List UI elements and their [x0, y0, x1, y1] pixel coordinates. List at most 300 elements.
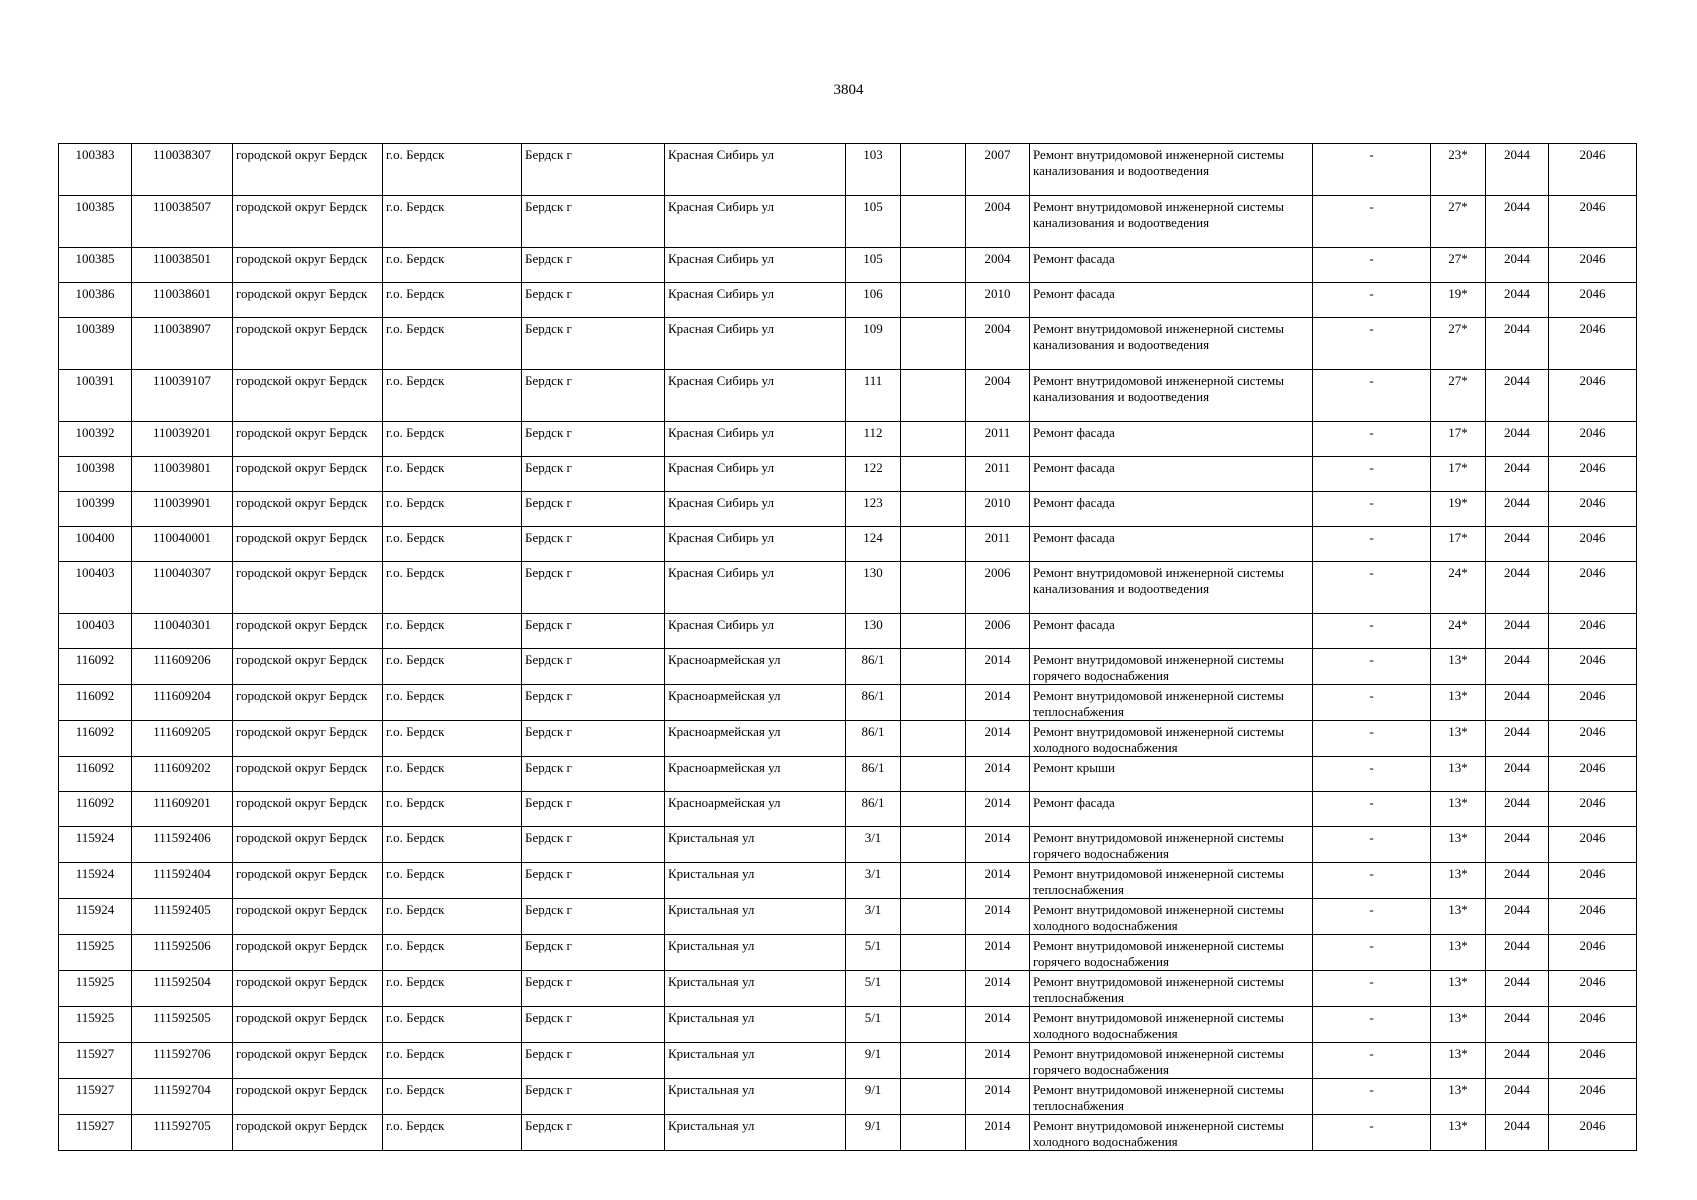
cell-wear: 13*	[1431, 827, 1486, 863]
cell-municipality: городской округ Бердск	[233, 492, 383, 527]
table-row	[59, 527, 1637, 562]
cell-settlement-short: г.о. Бердск	[383, 1115, 522, 1151]
cell-cost: -	[1313, 1043, 1431, 1079]
table-row	[59, 614, 1637, 649]
cell-cost: -	[1313, 649, 1431, 685]
cell-wear: 13*	[1431, 1079, 1486, 1115]
cell-street: Красная Сибирь ул	[665, 318, 846, 370]
cell-street: Кристальная ул	[665, 1007, 846, 1043]
cell-building	[901, 649, 966, 685]
cell-plan-year-end: 2046	[1549, 370, 1637, 422]
cell-work-id: 110040001	[132, 527, 233, 562]
cell-work-type: Ремонт фасада	[1030, 492, 1313, 527]
cell-settlement-short: г.о. Бердск	[383, 614, 522, 649]
cell-building	[901, 1079, 966, 1115]
cell-settlement-short: г.о. Бердск	[383, 935, 522, 971]
cell-wear: 13*	[1431, 721, 1486, 757]
cell-cost: -	[1313, 614, 1431, 649]
cell-cost: -	[1313, 863, 1431, 899]
cell-wear: 13*	[1431, 1007, 1486, 1043]
cell-building	[901, 757, 966, 792]
cell-cost: -	[1313, 248, 1431, 283]
cell-work-id: 111592505	[132, 1007, 233, 1043]
cell-locality: Бердск г	[522, 562, 665, 614]
cell-plan-year-start: 2044	[1486, 1079, 1549, 1115]
cell-plan-year-start: 2044	[1486, 562, 1549, 614]
cell-plan-year-end: 2046	[1549, 318, 1637, 370]
cell-street: Красноармейская ул	[665, 685, 846, 721]
cell-plan-year-end: 2046	[1549, 685, 1637, 721]
cell-municipality: городской округ Бердск	[233, 196, 383, 248]
cell-plan-year-start: 2044	[1486, 196, 1549, 248]
cell-municipality: городской округ Бердск	[233, 863, 383, 899]
cell-building	[901, 283, 966, 318]
cell-building	[901, 792, 966, 827]
cell-street: Красная Сибирь ул	[665, 527, 846, 562]
cell-year-built: 2004	[966, 370, 1030, 422]
cell-work-type: Ремонт внутридомовой инженерной системы горячего водоснабжения	[1030, 649, 1313, 685]
cell-house-number: 3/1	[846, 863, 901, 899]
cell-year-built: 2004	[966, 318, 1030, 370]
cell-house-number: 86/1	[846, 649, 901, 685]
cell-municipality: городской округ Бердск	[233, 649, 383, 685]
cell-plan-year-start: 2044	[1486, 971, 1549, 1007]
cell-locality: Бердск г	[522, 492, 665, 527]
cell-plan-year-end: 2046	[1549, 248, 1637, 283]
cell-settlement-short: г.о. Бердск	[383, 196, 522, 248]
cell-cost: -	[1313, 370, 1431, 422]
cell-house-id: 116092	[59, 721, 132, 757]
cell-municipality: городской округ Бердск	[233, 757, 383, 792]
cell-year-built: 2014	[966, 827, 1030, 863]
cell-locality: Бердск г	[522, 649, 665, 685]
cell-wear: 24*	[1431, 614, 1486, 649]
cell-plan-year-start: 2044	[1486, 527, 1549, 562]
cell-street: Красная Сибирь ул	[665, 248, 846, 283]
cell-building	[901, 827, 966, 863]
cell-building	[901, 196, 966, 248]
registry-table	[58, 143, 1637, 1151]
table-row	[59, 649, 1637, 685]
cell-building	[901, 685, 966, 721]
cell-settlement-short: г.о. Бердск	[383, 685, 522, 721]
cell-plan-year-end: 2046	[1549, 422, 1637, 457]
cell-locality: Бердск г	[522, 685, 665, 721]
cell-house-number: 9/1	[846, 1115, 901, 1151]
cell-settlement-short: г.о. Бердск	[383, 649, 522, 685]
cell-cost: -	[1313, 721, 1431, 757]
cell-work-type: Ремонт фасада	[1030, 614, 1313, 649]
cell-municipality: городской округ Бердск	[233, 935, 383, 971]
cell-plan-year-start: 2044	[1486, 1043, 1549, 1079]
cell-year-built: 2014	[966, 1079, 1030, 1115]
cell-municipality: городской округ Бердск	[233, 457, 383, 492]
cell-locality: Бердск г	[522, 457, 665, 492]
cell-municipality: городской округ Бердск	[233, 792, 383, 827]
cell-work-type: Ремонт внутридомовой инженерной системы канализования и водоотведения	[1030, 318, 1313, 370]
table-row	[59, 196, 1637, 248]
cell-house-number: 105	[846, 196, 901, 248]
cell-wear: 17*	[1431, 422, 1486, 457]
cell-plan-year-start: 2044	[1486, 863, 1549, 899]
cell-work-id: 111592404	[132, 863, 233, 899]
cell-locality: Бердск г	[522, 1043, 665, 1079]
cell-work-type: Ремонт внутридомовой инженерной системы канализования и водоотведения	[1030, 370, 1313, 422]
cell-street: Красная Сибирь ул	[665, 614, 846, 649]
cell-settlement-short: г.о. Бердск	[383, 562, 522, 614]
cell-municipality: городской округ Бердск	[233, 248, 383, 283]
cell-year-built: 2006	[966, 614, 1030, 649]
cell-work-type: Ремонт внутридомовой инженерной системы теплоснабжения	[1030, 1079, 1313, 1115]
cell-house-id: 116092	[59, 685, 132, 721]
cell-locality: Бердск г	[522, 196, 665, 248]
cell-work-type: Ремонт внутридомовой инженерной системы горячего водоснабжения	[1030, 935, 1313, 971]
cell-street: Красная Сибирь ул	[665, 283, 846, 318]
table-row	[59, 757, 1637, 792]
cell-municipality: городской округ Бердск	[233, 1043, 383, 1079]
cell-settlement-short: г.о. Бердск	[383, 792, 522, 827]
table-row	[59, 318, 1637, 370]
cell-municipality: городской округ Бердск	[233, 1079, 383, 1115]
cell-work-id: 111592506	[132, 935, 233, 971]
cell-street: Красная Сибирь ул	[665, 422, 846, 457]
cell-street: Кристальная ул	[665, 1079, 846, 1115]
cell-year-built: 2014	[966, 1007, 1030, 1043]
cell-plan-year-start: 2044	[1486, 935, 1549, 971]
cell-locality: Бердск г	[522, 971, 665, 1007]
cell-locality: Бердск г	[522, 935, 665, 971]
cell-wear: 13*	[1431, 971, 1486, 1007]
cell-settlement-short: г.о. Бердск	[383, 283, 522, 318]
cell-wear: 27*	[1431, 196, 1486, 248]
cell-locality: Бердск г	[522, 318, 665, 370]
cell-settlement-short: г.о. Бердск	[383, 827, 522, 863]
cell-house-id: 100399	[59, 492, 132, 527]
cell-year-built: 2004	[966, 248, 1030, 283]
cell-wear: 13*	[1431, 863, 1486, 899]
cell-work-id: 111592405	[132, 899, 233, 935]
cell-plan-year-end: 2046	[1549, 721, 1637, 757]
cell-house-id: 115925	[59, 1007, 132, 1043]
cell-cost: -	[1313, 318, 1431, 370]
cell-street: Кристальная ул	[665, 827, 846, 863]
cell-plan-year-end: 2046	[1549, 971, 1637, 1007]
cell-plan-year-end: 2046	[1549, 283, 1637, 318]
cell-wear: 17*	[1431, 457, 1486, 492]
cell-cost: -	[1313, 1007, 1431, 1043]
cell-house-id: 100383	[59, 144, 132, 196]
cell-street: Кристальная ул	[665, 971, 846, 1007]
cell-building	[901, 562, 966, 614]
cell-wear: 13*	[1431, 757, 1486, 792]
cell-work-type: Ремонт внутридомовой инженерной системы горячего водоснабжения	[1030, 827, 1313, 863]
cell-year-built: 2014	[966, 863, 1030, 899]
cell-plan-year-end: 2046	[1549, 827, 1637, 863]
cell-building	[901, 935, 966, 971]
cell-work-type: Ремонт внутридомовой инженерной системы холодного водоснабжения	[1030, 1007, 1313, 1043]
cell-work-type: Ремонт фасада	[1030, 457, 1313, 492]
cell-work-id: 110039901	[132, 492, 233, 527]
cell-locality: Бердск г	[522, 1007, 665, 1043]
cell-house-number: 109	[846, 318, 901, 370]
cell-municipality: городской округ Бердск	[233, 370, 383, 422]
cell-street: Красная Сибирь ул	[665, 144, 846, 196]
cell-plan-year-end: 2046	[1549, 196, 1637, 248]
cell-locality: Бердск г	[522, 1079, 665, 1115]
cell-house-number: 111	[846, 370, 901, 422]
cell-municipality: городской округ Бердск	[233, 685, 383, 721]
cell-work-type: Ремонт внутридомовой инженерной системы теплоснабжения	[1030, 685, 1313, 721]
cell-municipality: городской округ Бердск	[233, 422, 383, 457]
cell-house-number: 86/1	[846, 685, 901, 721]
cell-work-id: 111609201	[132, 792, 233, 827]
cell-plan-year-end: 2046	[1549, 899, 1637, 935]
table-row	[59, 1043, 1637, 1079]
cell-building	[901, 144, 966, 196]
cell-settlement-short: г.о. Бердск	[383, 318, 522, 370]
cell-wear: 24*	[1431, 562, 1486, 614]
cell-plan-year-end: 2046	[1549, 492, 1637, 527]
table-row	[59, 827, 1637, 863]
cell-house-id: 100403	[59, 614, 132, 649]
cell-house-number: 122	[846, 457, 901, 492]
cell-street: Красная Сибирь ул	[665, 196, 846, 248]
cell-wear: 13*	[1431, 649, 1486, 685]
table-row	[59, 422, 1637, 457]
cell-building	[901, 1043, 966, 1079]
cell-house-id: 116092	[59, 792, 132, 827]
cell-plan-year-start: 2044	[1486, 457, 1549, 492]
cell-year-built: 2014	[966, 1043, 1030, 1079]
cell-settlement-short: г.о. Бердск	[383, 370, 522, 422]
cell-house-id: 100385	[59, 248, 132, 283]
cell-year-built: 2011	[966, 527, 1030, 562]
cell-settlement-short: г.о. Бердск	[383, 1007, 522, 1043]
cell-work-type: Ремонт внутридомовой инженерной системы канализования и водоотведения	[1030, 144, 1313, 196]
cell-street: Кристальная ул	[665, 899, 846, 935]
cell-plan-year-end: 2046	[1549, 457, 1637, 492]
cell-house-number: 123	[846, 492, 901, 527]
cell-work-id: 111592704	[132, 1079, 233, 1115]
cell-work-id: 110039201	[132, 422, 233, 457]
cell-house-id: 115927	[59, 1079, 132, 1115]
cell-plan-year-end: 2046	[1549, 1079, 1637, 1115]
cell-street: Красная Сибирь ул	[665, 562, 846, 614]
cell-work-type: Ремонт внутридомовой инженерной системы теплоснабжения	[1030, 863, 1313, 899]
cell-plan-year-end: 2046	[1549, 527, 1637, 562]
cell-work-id: 111592504	[132, 971, 233, 1007]
cell-plan-year-end: 2046	[1549, 792, 1637, 827]
cell-wear: 13*	[1431, 935, 1486, 971]
cell-settlement-short: г.о. Бердск	[383, 721, 522, 757]
cell-plan-year-end: 2046	[1549, 935, 1637, 971]
table-row	[59, 370, 1637, 422]
cell-work-type: Ремонт фасада	[1030, 283, 1313, 318]
cell-house-number: 9/1	[846, 1043, 901, 1079]
cell-cost: -	[1313, 527, 1431, 562]
cell-house-id: 115927	[59, 1043, 132, 1079]
cell-locality: Бердск г	[522, 527, 665, 562]
cell-street: Кристальная ул	[665, 1043, 846, 1079]
cell-work-id: 110038307	[132, 144, 233, 196]
cell-municipality: городской округ Бердск	[233, 144, 383, 196]
cell-work-id: 110040301	[132, 614, 233, 649]
cell-house-id: 100391	[59, 370, 132, 422]
cell-work-type: Ремонт фасада	[1030, 792, 1313, 827]
cell-cost: -	[1313, 827, 1431, 863]
cell-plan-year-end: 2046	[1549, 863, 1637, 899]
registry-body	[59, 144, 1637, 1151]
table-row	[59, 283, 1637, 318]
cell-locality: Бердск г	[522, 1115, 665, 1151]
cell-locality: Бердск г	[522, 792, 665, 827]
table-row	[59, 935, 1637, 971]
cell-cost: -	[1313, 935, 1431, 971]
cell-municipality: городской округ Бердск	[233, 283, 383, 318]
cell-building	[901, 370, 966, 422]
cell-work-id: 110039801	[132, 457, 233, 492]
cell-plan-year-start: 2044	[1486, 827, 1549, 863]
cell-year-built: 2014	[966, 935, 1030, 971]
table-row	[59, 492, 1637, 527]
cell-cost: -	[1313, 457, 1431, 492]
cell-work-id: 111592406	[132, 827, 233, 863]
cell-house-number: 105	[846, 248, 901, 283]
table-row	[59, 792, 1637, 827]
cell-plan-year-start: 2044	[1486, 721, 1549, 757]
cell-house-number: 106	[846, 283, 901, 318]
cell-cost: -	[1313, 685, 1431, 721]
cell-settlement-short: г.о. Бердск	[383, 422, 522, 457]
cell-cost: -	[1313, 899, 1431, 935]
cell-work-type: Ремонт внутридомовой инженерной системы горячего водоснабжения	[1030, 1043, 1313, 1079]
cell-work-id: 110038501	[132, 248, 233, 283]
cell-plan-year-start: 2044	[1486, 649, 1549, 685]
cell-house-id: 115925	[59, 935, 132, 971]
cell-plan-year-start: 2044	[1486, 757, 1549, 792]
cell-year-built: 2014	[966, 899, 1030, 935]
cell-year-built: 2014	[966, 757, 1030, 792]
cell-wear: 17*	[1431, 527, 1486, 562]
cell-wear: 13*	[1431, 899, 1486, 935]
cell-cost: -	[1313, 283, 1431, 318]
cell-locality: Бердск г	[522, 144, 665, 196]
cell-municipality: городской округ Бердск	[233, 318, 383, 370]
cell-house-id: 115924	[59, 899, 132, 935]
table-row	[59, 1115, 1637, 1151]
cell-year-built: 2010	[966, 283, 1030, 318]
cell-house-id: 100400	[59, 527, 132, 562]
cell-year-built: 2014	[966, 792, 1030, 827]
cell-settlement-short: г.о. Бердск	[383, 492, 522, 527]
cell-year-built: 2014	[966, 1115, 1030, 1151]
cell-building	[901, 492, 966, 527]
cell-house-id: 100385	[59, 196, 132, 248]
cell-wear: 13*	[1431, 792, 1486, 827]
cell-plan-year-end: 2046	[1549, 649, 1637, 685]
cell-work-type: Ремонт фасада	[1030, 248, 1313, 283]
cell-street: Красноармейская ул	[665, 649, 846, 685]
table-row	[59, 899, 1637, 935]
cell-street: Красная Сибирь ул	[665, 492, 846, 527]
cell-wear: 27*	[1431, 318, 1486, 370]
cell-locality: Бердск г	[522, 757, 665, 792]
cell-cost: -	[1313, 971, 1431, 1007]
cell-locality: Бердск г	[522, 863, 665, 899]
cell-plan-year-start: 2044	[1486, 370, 1549, 422]
cell-house-id: 100403	[59, 562, 132, 614]
table-row	[59, 144, 1637, 196]
cell-municipality: городской округ Бердск	[233, 1007, 383, 1043]
cell-locality: Бердск г	[522, 422, 665, 457]
cell-work-id: 111609204	[132, 685, 233, 721]
cell-plan-year-start: 2044	[1486, 1115, 1549, 1151]
cell-settlement-short: г.о. Бердск	[383, 899, 522, 935]
cell-house-number: 5/1	[846, 971, 901, 1007]
cell-municipality: городской округ Бердск	[233, 971, 383, 1007]
cell-street: Красноармейская ул	[665, 792, 846, 827]
cell-work-type: Ремонт внутридомовой инженерной системы холодного водоснабжения	[1030, 899, 1313, 935]
cell-wear: 13*	[1431, 1043, 1486, 1079]
cell-plan-year-end: 2046	[1549, 1115, 1637, 1151]
cell-cost: -	[1313, 1079, 1431, 1115]
cell-work-type: Ремонт внутридомовой инженерной системы холодного водоснабжения	[1030, 1115, 1313, 1151]
cell-building	[901, 1007, 966, 1043]
cell-settlement-short: г.о. Бердск	[383, 1079, 522, 1115]
cell-municipality: городской округ Бердск	[233, 527, 383, 562]
cell-cost: -	[1313, 144, 1431, 196]
cell-cost: -	[1313, 757, 1431, 792]
cell-work-id: 111609202	[132, 757, 233, 792]
table-row	[59, 1007, 1637, 1043]
cell-cost: -	[1313, 562, 1431, 614]
cell-house-number: 5/1	[846, 935, 901, 971]
table-row	[59, 457, 1637, 492]
cell-wear: 13*	[1431, 1115, 1486, 1151]
cell-plan-year-end: 2046	[1549, 1043, 1637, 1079]
cell-cost: -	[1313, 1115, 1431, 1151]
cell-wear: 13*	[1431, 685, 1486, 721]
cell-building	[901, 318, 966, 370]
cell-work-id: 110040307	[132, 562, 233, 614]
cell-cost: -	[1313, 492, 1431, 527]
cell-house-id: 115927	[59, 1115, 132, 1151]
cell-work-id: 111592705	[132, 1115, 233, 1151]
cell-work-type: Ремонт внутридомовой инженерной системы канализования и водоотведения	[1030, 196, 1313, 248]
table-row	[59, 721, 1637, 757]
cell-settlement-short: г.о. Бердск	[383, 457, 522, 492]
cell-house-number: 3/1	[846, 827, 901, 863]
cell-locality: Бердск г	[522, 614, 665, 649]
cell-municipality: городской округ Бердск	[233, 614, 383, 649]
cell-plan-year-start: 2044	[1486, 283, 1549, 318]
cell-building	[901, 899, 966, 935]
cell-house-number: 130	[846, 562, 901, 614]
table-row	[59, 1079, 1637, 1115]
cell-year-built: 2014	[966, 721, 1030, 757]
cell-house-id: 115924	[59, 827, 132, 863]
page-number: 3804	[833, 82, 864, 98]
cell-house-id: 116092	[59, 757, 132, 792]
cell-work-type: Ремонт фасада	[1030, 527, 1313, 562]
cell-house-id: 116092	[59, 649, 132, 685]
cell-plan-year-end: 2046	[1549, 562, 1637, 614]
cell-street: Красная Сибирь ул	[665, 457, 846, 492]
cell-work-id: 111609206	[132, 649, 233, 685]
cell-work-id: 110038907	[132, 318, 233, 370]
cell-house-id: 100392	[59, 422, 132, 457]
cell-street: Кристальная ул	[665, 935, 846, 971]
